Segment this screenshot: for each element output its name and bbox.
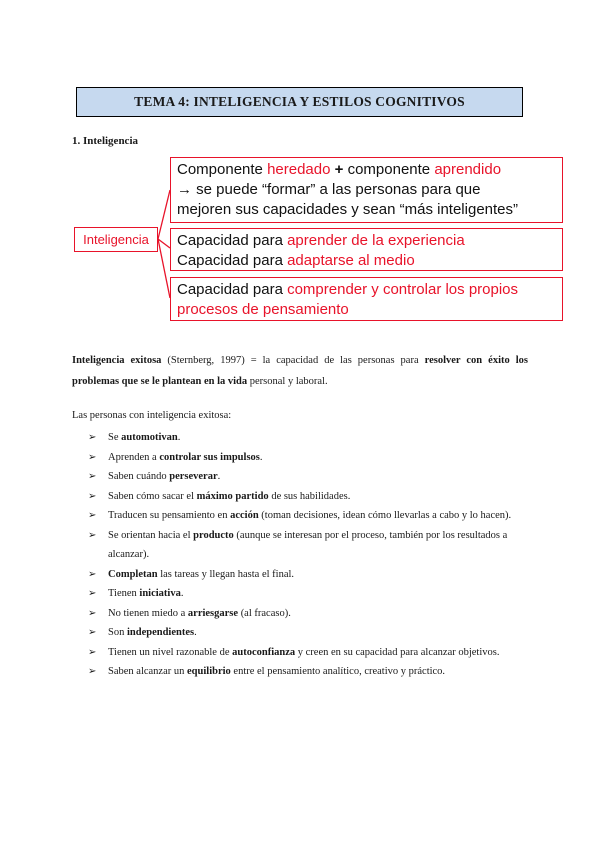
list-item bbox=[88, 526, 528, 565]
text: de sus habilidades. bbox=[268, 490, 351, 502]
highlight-text: aprendido bbox=[434, 161, 502, 178]
bold-text: máximo partido bbox=[196, 490, 269, 502]
text: . bbox=[217, 471, 221, 482]
text: Capacidad para bbox=[177, 252, 288, 269]
branch-line bbox=[177, 280, 556, 300]
list-item bbox=[88, 662, 528, 682]
text: (Sternberg, 1997) = la capacidad de las personas para bbox=[161, 355, 425, 366]
bold-text: iniciativa bbox=[139, 588, 181, 599]
text: Tienen bbox=[108, 588, 140, 599]
text: Saben cuándo bbox=[108, 471, 170, 482]
plus-sign: + bbox=[330, 161, 348, 178]
bold-text: acción bbox=[230, 510, 259, 521]
text: . bbox=[259, 451, 263, 463]
connector-bottom bbox=[158, 239, 170, 298]
text: (al fracaso). bbox=[238, 607, 291, 619]
branch-line: → se puede “formar” a las personas para que bbox=[177, 181, 481, 198]
text: . bbox=[194, 627, 197, 638]
list-item bbox=[88, 604, 528, 624]
text: Saben cómo sacar el bbox=[108, 490, 197, 502]
page-title: TEMA 4: INTELIGENCIA Y ESTILOS COGNITIVOS bbox=[76, 87, 523, 117]
text: Son bbox=[108, 627, 127, 638]
definition-paragraph bbox=[72, 350, 528, 392]
text: las tareas y llegan hasta el final. bbox=[157, 568, 295, 580]
text: (aunque se interesan por el proceso, también por los resultados a alcanzar). bbox=[108, 529, 508, 560]
list-item bbox=[88, 565, 528, 585]
bold-text: arriesgarse bbox=[187, 607, 239, 619]
text: Saben alcanzar un bbox=[108, 666, 188, 677]
traits-list bbox=[88, 428, 528, 682]
section-heading: 1. Inteligencia bbox=[72, 135, 138, 147]
bold-text: Completan bbox=[108, 568, 158, 580]
text: (toman decisiones, idean cómo llevarlas a cabo y lo hacen). bbox=[258, 510, 512, 521]
list-item bbox=[88, 487, 528, 507]
branch-line: mejoren sus capacidades y sean “más inteligentes” bbox=[177, 201, 519, 218]
list-intro: Las personas con inteligencia exitosa: bbox=[72, 410, 232, 421]
text: Capacidad para bbox=[177, 232, 288, 249]
highlight-text: comprender y controlar los propios bbox=[287, 281, 519, 298]
text: personal y laboral. bbox=[247, 376, 328, 387]
bold-text: equilibrio bbox=[187, 666, 231, 677]
diagram-root-node: Inteligencia bbox=[74, 227, 158, 252]
bold-text: Inteligencia exitosa bbox=[72, 355, 162, 366]
text: Se bbox=[108, 432, 122, 443]
text: Tienen un nivel razonable de bbox=[108, 646, 233, 658]
text: Capacidad para bbox=[177, 281, 288, 298]
list-item bbox=[88, 506, 528, 526]
branch-line bbox=[177, 251, 556, 271]
list-item bbox=[88, 643, 528, 663]
text: y creen en su capacidad para alcanzar objetivos. bbox=[295, 646, 500, 658]
connector-middle bbox=[158, 239, 170, 248]
branch-line: procesos de pensamiento bbox=[177, 301, 349, 318]
text: Componente bbox=[177, 161, 268, 178]
list-item bbox=[88, 467, 528, 487]
bold-text: autoconfianza bbox=[232, 646, 296, 658]
text: Traducen su pensamiento en bbox=[108, 510, 231, 521]
text: Se orientan hacia el bbox=[108, 529, 194, 541]
text: No tienen miedo a bbox=[108, 607, 188, 619]
diagram-branch-control bbox=[170, 277, 563, 321]
bold-text: automotivan bbox=[121, 432, 178, 443]
text: entre el pensamiento analítico, creativo y práctico. bbox=[230, 666, 446, 677]
list-item bbox=[88, 584, 528, 604]
text: Aprenden a bbox=[108, 451, 160, 463]
bold-text: independientes bbox=[126, 627, 195, 638]
list-item bbox=[88, 448, 528, 468]
list-item bbox=[88, 428, 528, 448]
bold-text: perseverar bbox=[169, 471, 218, 482]
text: . bbox=[177, 432, 181, 443]
connector-top bbox=[158, 190, 170, 239]
text: componente bbox=[347, 161, 435, 178]
bold-text: producto bbox=[193, 529, 234, 541]
highlight-text: adaptarse al medio bbox=[287, 252, 415, 269]
branch-line bbox=[177, 160, 556, 180]
text: . bbox=[180, 588, 184, 599]
branch-line bbox=[177, 231, 556, 251]
bold-text: resolver con éxito los problemas que se le plantean en la vida bbox=[72, 355, 528, 387]
diagram-branch-heredado bbox=[170, 157, 563, 223]
highlight-text: aprender de la experiencia bbox=[287, 232, 465, 249]
bold-text: controlar sus impulsos bbox=[159, 451, 260, 463]
diagram-branch-capacidad bbox=[170, 228, 563, 271]
list-item bbox=[88, 623, 528, 643]
highlight-text: heredado bbox=[267, 161, 331, 178]
